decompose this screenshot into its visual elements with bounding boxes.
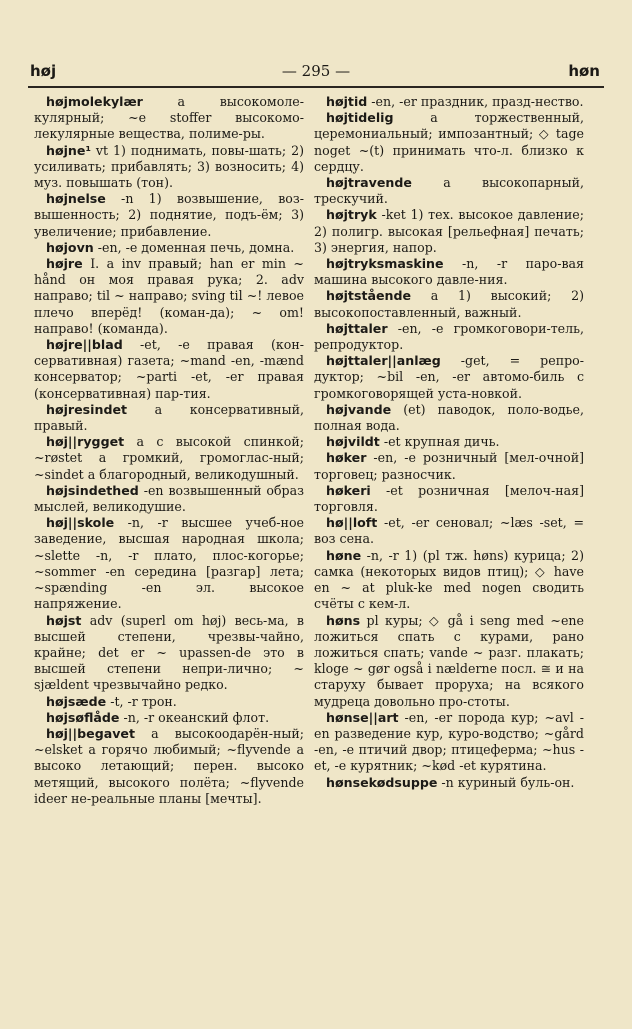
entry-headword: højttaler: [326, 320, 388, 336]
entry-definition: a 1) высокий; 2) высокопоставленный, важный.: [314, 288, 584, 320]
left-column: [34, 94, 304, 807]
dictionary-entry: [34, 191, 304, 240]
dictionary-entry: [314, 450, 584, 482]
entry-headword: høkeri: [326, 482, 371, 498]
entry-headword: højtid: [326, 94, 368, 109]
entry-headword: højnelse: [46, 191, 106, 207]
entry-headword: højst: [46, 612, 82, 628]
entry-definition: pl куры; ◇ gå i seng med ~ene ложиться спать с курами, рано ложиться спать; vande ~ разг. плакать; kloge ~ gør også i nælderne посл. ≅ и на старуху бывает проруха; на всякого мудреца довольно про-стоты.: [314, 612, 584, 709]
dictionary-entry: [34, 434, 304, 483]
entry-definition: -et, -e правая (кон-сервативная) газета; ~mand -en, -mænd консерватор; ~parti -et, -er правая (консервативная) пар-тия.: [34, 337, 304, 401]
running-headword-left: høj: [30, 62, 57, 80]
dictionary-entry: [34, 402, 304, 434]
entry-definition: a высокопарный, трескучий.: [314, 175, 584, 207]
entry-headword: højre: [46, 256, 83, 272]
entry-headword: høj||begavet: [46, 725, 135, 741]
dictionary-entry: [314, 288, 584, 320]
entry-headword: højvande: [326, 401, 392, 417]
dictionary-entry: [314, 402, 584, 434]
entry-headword: højtstående: [326, 288, 412, 304]
dictionary-entry: [34, 94, 304, 143]
header-rule: [28, 86, 604, 88]
entry-headword: højtryk: [326, 207, 377, 223]
entry-definition: -en возвышенный образ мыслей, великодушие.: [34, 482, 304, 515]
entry-headword: højtravende: [326, 175, 412, 191]
entry-definition: -n куриный буль-он.: [437, 774, 575, 790]
entry-definition: adv (superl om høj) весь-ма, в высшей степени, чрезвы-чайно, крайне; det er ~ upassen-de это в высшей степени непри-лично; ~ sjældent чрезвычайно редко.: [34, 612, 304, 693]
dictionary-entry: [314, 353, 584, 402]
entry-definition: vt 1) поднимать, повы-шать; 2) усиливать; прибавлять; 3) возносить; 4) муз. повышать (тон).: [34, 142, 304, 191]
entry-headword: højmolekylær: [46, 94, 143, 109]
entry-headword: høj||skole: [46, 515, 115, 531]
entry-headword: høj||rygget: [46, 434, 125, 450]
dictionary-entry: [34, 613, 304, 694]
entry-definition: -n, -r паро-вая машина высокого давле-ния.: [314, 256, 584, 288]
entry-headword: højne¹: [46, 142, 91, 158]
dictionary-entry: [314, 434, 584, 450]
entry-headword: højvildt: [326, 434, 380, 450]
entry-headword: højtryksmaskine: [326, 256, 444, 272]
dictionary-entry: [314, 710, 584, 775]
entry-definition: -get, = репро-дуктор; ~bil -en, -er автомо-биль с громкоговорящей уста-новкой.: [314, 353, 584, 401]
entry-definition: -n, -r океанский флот.: [119, 709, 270, 725]
entry-headword: høne: [326, 547, 362, 563]
entry-headword: hønse||art: [326, 709, 399, 725]
entry-definition: a консервативный, правый.: [34, 401, 304, 434]
dictionary-entry: [314, 515, 584, 547]
entry-headword: højsæde: [46, 693, 107, 709]
dictionary-entry: [34, 726, 304, 807]
page-header: [0, 62, 632, 86]
entry-definition: -en, -er праздник, празд-нество.: [367, 94, 584, 109]
right-column: [314, 94, 584, 791]
entry-headword: højsindethed: [46, 482, 139, 498]
entry-definition: -en, -e громкоговори-тель, репродуктор.: [314, 320, 584, 353]
entry-headword: hønsekødsuppe: [326, 774, 438, 790]
dictionary-entry: [314, 256, 584, 288]
dictionary-entry: [34, 694, 304, 710]
dictionary-entry: [314, 94, 584, 110]
page-number: — 295 —: [281, 62, 351, 80]
entry-definition: -et крупная дичь.: [379, 434, 500, 450]
entry-definition: I. a inv правый; han er min ~ hånd он моя правая рука; 2. adv направо; til ~ направо; sving til ~! левое плечо вперёд! (коман-да); ~ om! направо! (команда).: [34, 256, 304, 336]
entry-definition: a высокомоле-кулярный; ~e stoffer высокомо-лекулярные вещества, полиме-ры.: [34, 94, 304, 142]
entry-definition: -et, -er сеновал; ~læs -set, = воз сена.: [314, 515, 584, 547]
entry-headword: højresindet: [46, 401, 128, 417]
entry-definition: a высокоодарён-ный; ~elsket a горячо любимый; ~flyvende a высоко летающий; перен. высоко метящий, высокого полёта; ~flyvende ideer не-реальные планы [мечты].: [34, 725, 304, 806]
entry-headword: højsøflåde: [46, 709, 120, 725]
dictionary-entry: [314, 110, 584, 175]
dictionary-entry: [314, 321, 584, 353]
entry-headword: højovn: [46, 239, 94, 255]
running-headword-right: høn: [568, 62, 600, 80]
entry-headword: høns: [326, 612, 361, 628]
entry-definition: -en, -e розничный [мел-очной] торговец; разносчик.: [314, 450, 584, 482]
dictionary-entry: [34, 710, 304, 726]
dictionary-entry: [314, 548, 584, 613]
entry-definition: -en, -e доменная печь, домна.: [93, 239, 295, 255]
dictionary-entry: [34, 515, 304, 612]
entry-definition: -ket 1) тех. высокое давление; 2) полигр. высокая [рельефная] печать; 3) энергия, напор.: [314, 207, 584, 255]
dictionary-entry: [34, 256, 304, 337]
dictionary-entry: [314, 207, 584, 256]
dictionary-entry: [34, 240, 304, 256]
entry-headword: højre||blad: [46, 337, 123, 353]
entry-headword: højttaler||anlæg: [326, 353, 441, 369]
entry-definition: -n, -r высшее учеб-ное заведение, высшая народная школа; ~slette -n, -r плато, плос-когорье; ~sommer -en середина [разгар] лета; ~spænding -en эл. высокое напряжение.: [34, 515, 304, 612]
dictionary-entry: [34, 483, 304, 515]
entry-definition: -n, -r 1) (pl тж. høns) курица; 2) самка (некоторых видов птиц); ◇ have en ~ at pluk-ke med nogen сводить счёты с кем-л.: [314, 547, 584, 612]
entry-definition: (et) паводок, поло-водье, полная вода.: [314, 401, 584, 434]
entry-definition: a с высокой спинкой; ~røstet a громкий, громоглас-ный; ~sindet a благородный, великодушный.: [34, 434, 304, 482]
entry-definition: -et розничная [мелоч-ная] торговля.: [314, 482, 584, 515]
dictionary-entry: [34, 143, 304, 192]
entry-definition: -t, -r трон.: [106, 693, 177, 709]
entry-definition: -n 1) возвышение, воз-вышенность; 2) поднятие, подъ-ём; 3) увеличение; прибавление.: [34, 191, 304, 239]
entry-headword: højtidelig: [326, 110, 394, 126]
dictionary-entry: [314, 613, 584, 710]
dictionary-entry: [314, 175, 584, 207]
entry-definition: a торжественный, церемониальный; импозантный; ◇ tage noget ~(t) принимать что-л. близко к сердцу.: [314, 110, 584, 174]
dictionary-entry: [34, 337, 304, 402]
dictionary-entry: [314, 775, 584, 791]
dictionary-entry: [314, 483, 584, 515]
entry-definition: -en, -er порода кур; ~avl -en разведение кур, куро-водство; ~gård -en, -e птичий двор; птицеферма; ~hus -et, -e курятник; ~kød -et курятина.: [314, 709, 584, 774]
entry-headword: høker: [326, 450, 367, 466]
entry-headword: hø||loft: [326, 515, 378, 531]
